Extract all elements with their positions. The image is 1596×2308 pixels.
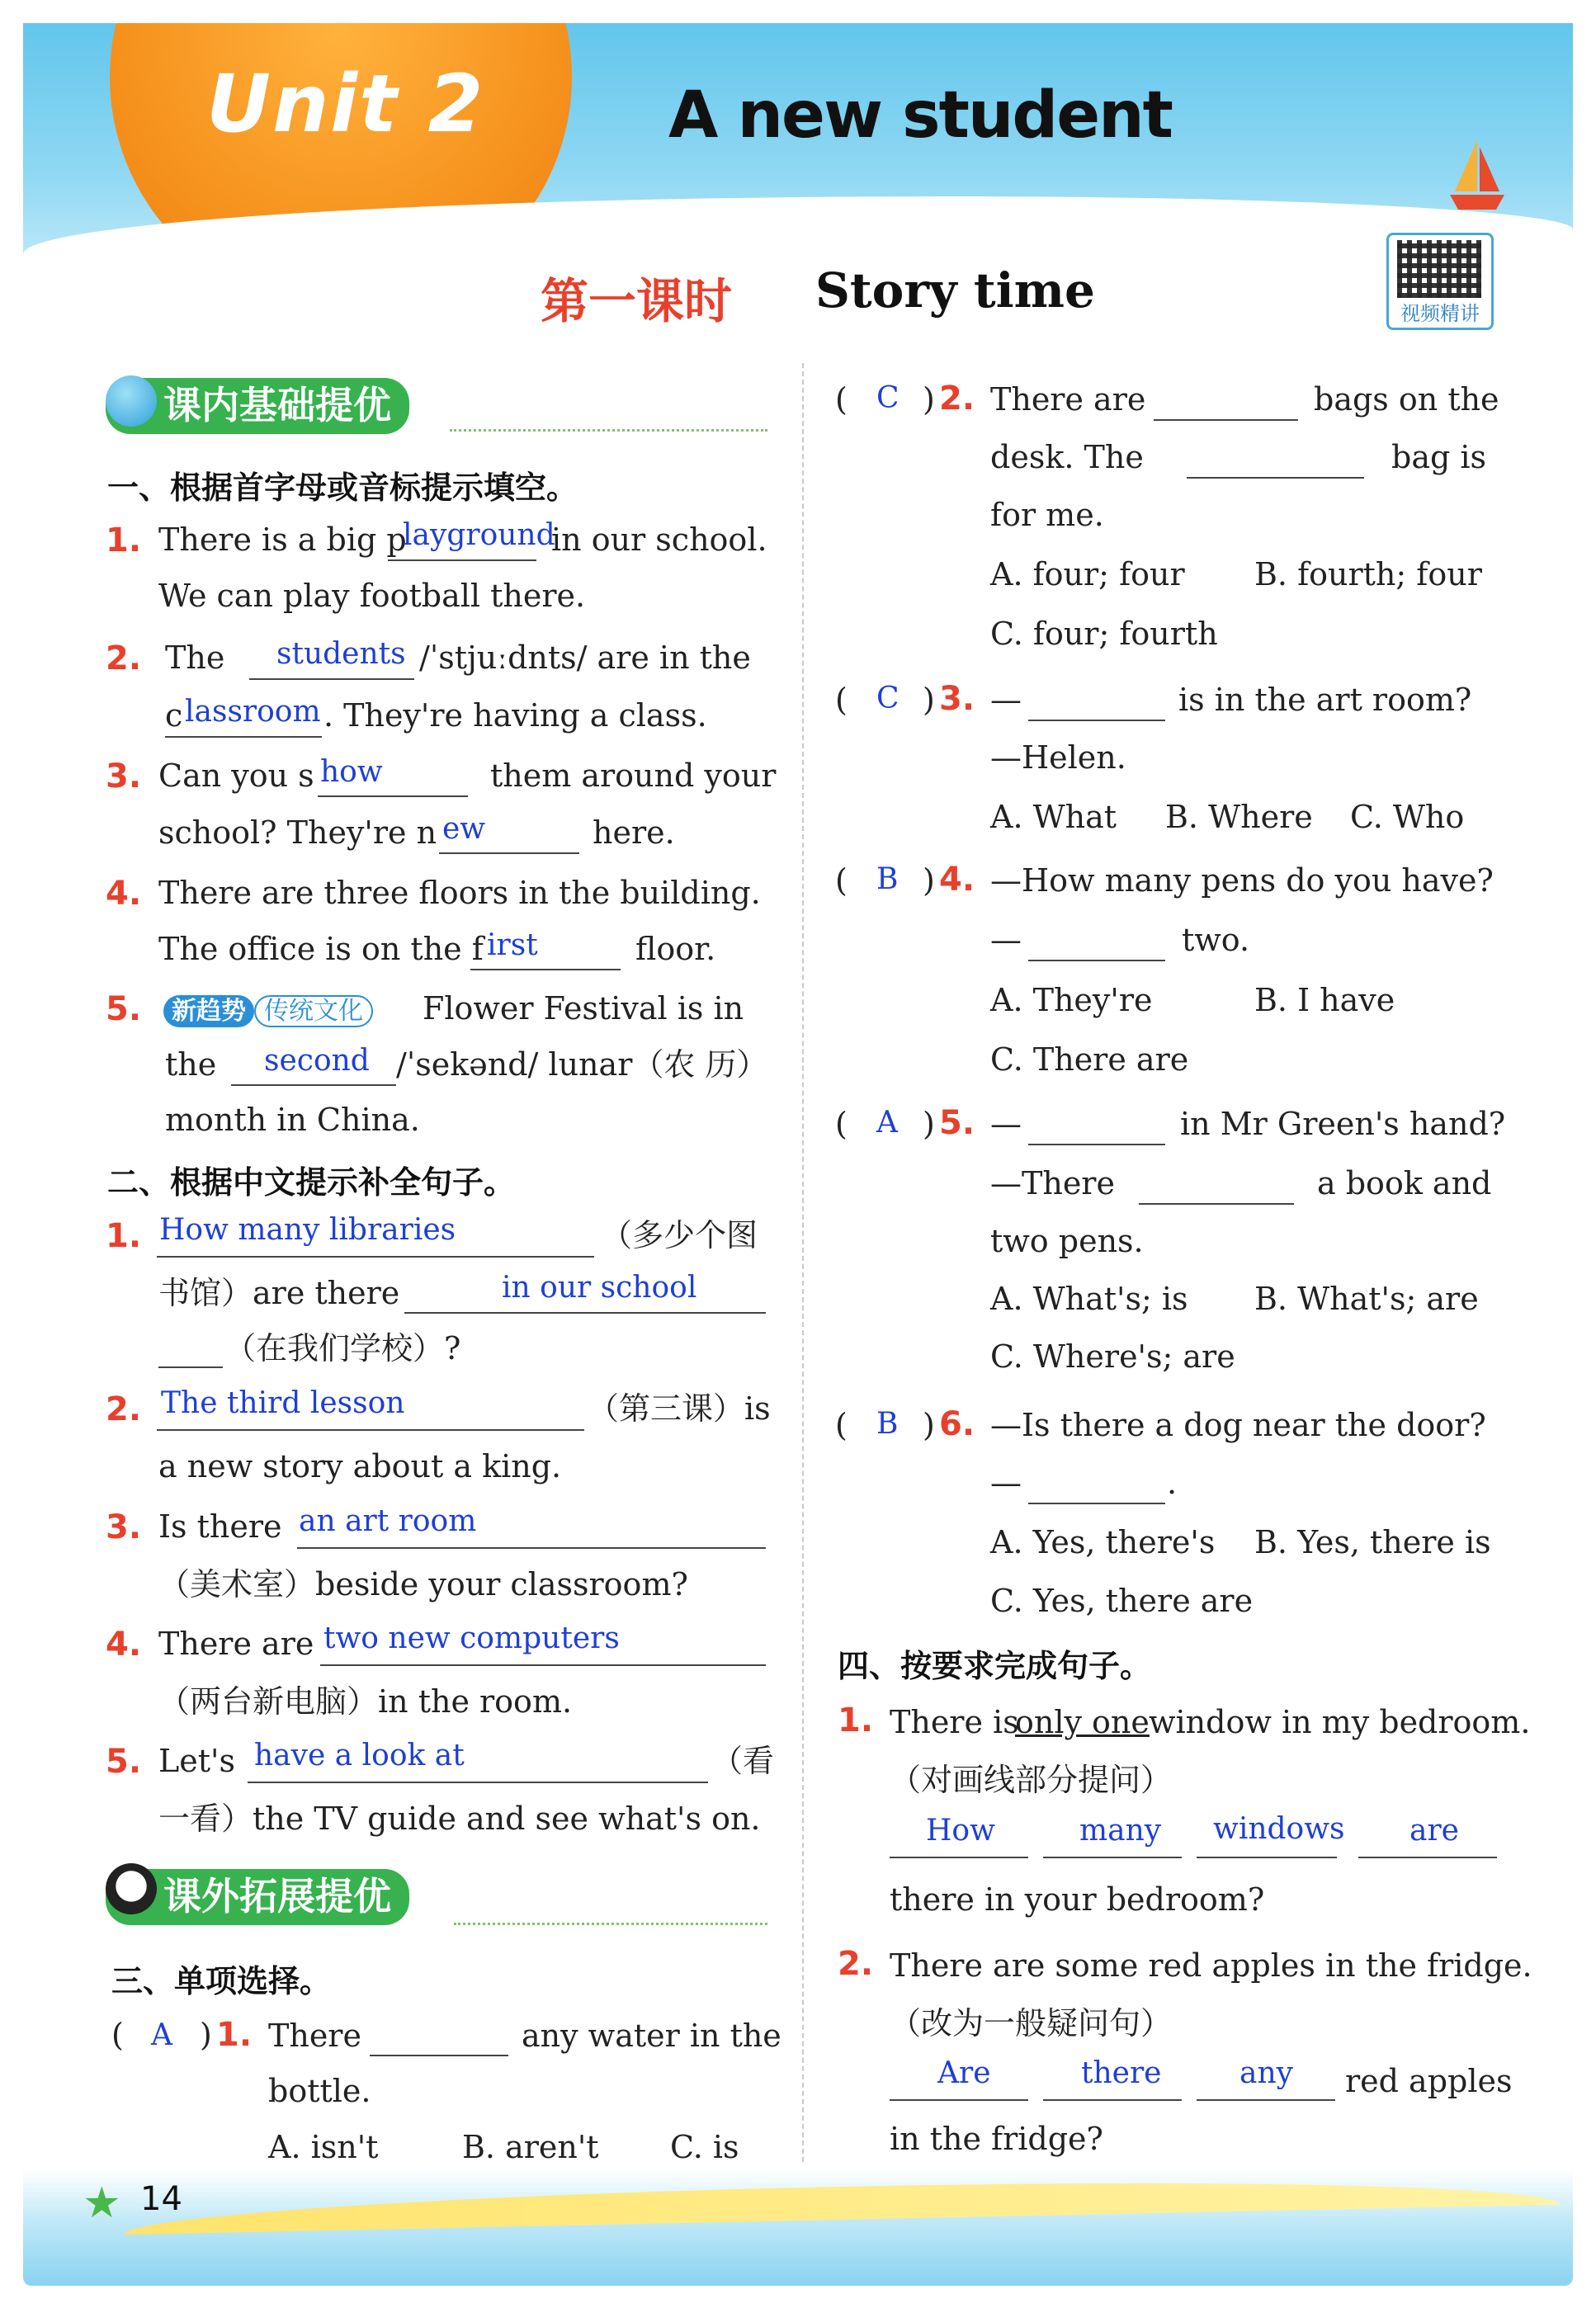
question-number: 5. (939, 1104, 975, 1142)
question-text: （多少个图 (601, 1217, 758, 1253)
question-text: —There (990, 1165, 1115, 1201)
answer-text: The third lesson (161, 1386, 405, 1420)
option-c: C. four; fourth (990, 616, 1218, 652)
question-text: There are three floors in the building. (158, 875, 761, 911)
blank-line (158, 1366, 223, 1368)
trend-badge-label: 新趋势 (163, 995, 254, 1027)
section1-dotted-line (450, 429, 767, 432)
blank-line (231, 1084, 396, 1086)
question-text: There is (890, 1704, 1019, 1740)
question-number: 5. (106, 990, 142, 1028)
question-text: —Is there a dog near the door? (990, 1407, 1486, 1443)
choice-answer: B (876, 862, 899, 896)
answer-text: windows (1213, 1812, 1345, 1846)
question-number: 2. (939, 380, 975, 418)
answer-text: ew (442, 812, 486, 846)
question-number: 1. (838, 1702, 874, 1739)
question-text: bag is (1391, 439, 1487, 475)
question-text: There (268, 2018, 361, 2054)
lesson-cn-title: 第一课时 (541, 273, 733, 329)
answer-text: How many libraries (159, 1213, 456, 1247)
question-text: — (990, 682, 1022, 718)
column-divider (802, 363, 804, 2162)
answer-paren: ( (111, 2017, 124, 2053)
answer-paren: ) (923, 682, 935, 718)
question-number: 6. (939, 1405, 975, 1443)
question-text: （两台新电脑）in the room. (158, 1683, 573, 1720)
blank-line (1028, 1144, 1165, 1145)
culture-badge-label: 传统文化 (254, 995, 373, 1027)
blank-line (1139, 1203, 1294, 1205)
blank-line (297, 1547, 766, 1549)
option-c: C. Who (1350, 799, 1465, 835)
part4-heading: 四、按要求完成句子。 (838, 1648, 1152, 1684)
question-text: for me. (990, 497, 1104, 533)
option-b: B. aren't (462, 2129, 599, 2165)
answer-text: how (320, 755, 383, 789)
answer-text: layground (403, 518, 555, 552)
question-text: —Helen. (990, 739, 1126, 776)
section2-badge-label: 课外拓展提优 (106, 1869, 409, 1925)
blank-line (1358, 1857, 1497, 1858)
unit-label: Unit 2 (206, 58, 485, 150)
blank-line (1028, 960, 1165, 961)
option-a: A. Yes, there's (990, 1524, 1216, 1560)
answer-paren: ( (835, 862, 848, 899)
part1-heading: 一、根据首字母或音标提示填空。 (107, 470, 578, 506)
answer-paren: ) (923, 381, 935, 418)
question-text: month in China. (165, 1102, 420, 1138)
option-c: C. There are (990, 1041, 1189, 1078)
blank-line (165, 736, 322, 738)
answer-text: irst (487, 928, 538, 962)
question-text: （看 (711, 1743, 775, 1779)
answer-text: two new computers (323, 1621, 620, 1655)
part2-heading: 二、根据中文提示补全句子。 (107, 1164, 516, 1201)
question-number: 1. (106, 522, 142, 559)
section2-dotted-line (454, 1923, 767, 1925)
question-text: /ˈstjuːdnts/ are in the (419, 640, 751, 676)
trend-badge (163, 990, 373, 1027)
blank-line (249, 678, 414, 680)
blank-line (1028, 720, 1165, 721)
question-number: 1. (216, 2016, 253, 2054)
question-text: —How many pens do you have? (990, 862, 1494, 899)
blank-line (157, 1256, 594, 1258)
blank-line (157, 1429, 584, 1431)
answer-text: students (276, 637, 406, 671)
question-text: a new story about a king. (158, 1448, 562, 1484)
question-text: Is there (158, 1508, 282, 1545)
answer-text: in our school (502, 1271, 697, 1305)
question-text: window in my bedroom. (1149, 1704, 1531, 1740)
question-number: 2. (106, 1390, 142, 1428)
question-number: 1. (106, 1217, 142, 1255)
answer-paren: ( (835, 682, 848, 718)
blank-line (890, 1857, 1028, 1858)
question-text: school? They're n (158, 814, 437, 851)
answer-paren: ) (200, 2017, 212, 2053)
question-text: any water in the (522, 2018, 781, 2054)
question-number: 5. (106, 1743, 142, 1781)
qr-pattern (1397, 240, 1481, 298)
question-text: — (990, 922, 1022, 958)
choice-answer: B (876, 1407, 899, 1441)
question-text: There are (158, 1626, 314, 1662)
question-text: /ˈsekənd/ lunar（农 历） (396, 1046, 768, 1083)
answer-paren: ( (835, 1407, 848, 1443)
question-text: bottle. (268, 2073, 371, 2109)
answer-paren: ) (923, 862, 935, 899)
question-text: is in the art room? (1178, 682, 1472, 718)
question-text: desk. The (990, 439, 1144, 475)
question-text: — (990, 1106, 1022, 1142)
panda-mascot-icon (106, 1863, 157, 1914)
option-c: C. Where's; are (990, 1338, 1235, 1375)
question-number: 3. (939, 680, 975, 718)
question-text: in our school. (551, 522, 767, 558)
question-text: There is a big p (158, 522, 407, 558)
blank-line (388, 559, 536, 561)
blank-line (1043, 2099, 1182, 2101)
answer-text: lassroom (185, 695, 321, 729)
answer-text: many (1079, 1814, 1162, 1848)
option-a: A. four; four (990, 556, 1185, 592)
question-number: 2. (106, 640, 142, 677)
answer-text: Are (937, 2056, 991, 2090)
blank-line (1197, 1857, 1337, 1858)
blank-line (370, 2055, 508, 2056)
option-b: B. fourth; four (1254, 556, 1482, 592)
question-text: . (1167, 1465, 1178, 1501)
question-text: There are some red apples in the fridge. (890, 1947, 1532, 1984)
option-b: B. What's; are (1254, 1281, 1479, 1317)
question-text: red apples (1345, 2063, 1513, 2099)
option-c: C. Yes, there are (990, 1583, 1254, 1619)
question-text: Flower Festival is in (423, 990, 744, 1027)
blank-line (439, 852, 579, 854)
choice-answer: A (876, 1106, 898, 1140)
blank-line (248, 1782, 708, 1783)
star-icon: ★ (83, 2178, 121, 2228)
question-text: 书馆）are there (158, 1275, 400, 1311)
question-text: （改为一般疑问句） (890, 2005, 1173, 2041)
blank-line (1028, 1503, 1165, 1504)
question-text: （在我们学校）? (224, 1330, 461, 1366)
question-text: （美术室）beside your classroom? (158, 1566, 688, 1602)
option-c: C. is (670, 2129, 739, 2165)
option-b: B. Yes, there is (1254, 1524, 1491, 1560)
question-text: . They're having a class. (323, 697, 707, 734)
question-text: c (165, 697, 183, 734)
blank-line (1197, 2099, 1335, 2101)
answer-paren: ( (835, 381, 848, 418)
answer-text: there (1081, 2056, 1162, 2090)
blank-line (470, 969, 621, 970)
part3-heading: 三、单项选择。 (111, 1963, 332, 1999)
choice-answer: C (876, 381, 900, 415)
blank-line (318, 795, 468, 797)
question-number: 2. (838, 1945, 874, 1983)
question-text: two. (1182, 922, 1250, 958)
lesson-en-title: Story time (815, 262, 1095, 319)
question-text: （第三课）is (588, 1390, 771, 1427)
answer-text: any (1239, 2056, 1293, 2090)
option-a: A. What's; is (990, 1281, 1188, 1317)
question-text: in Mr Green's hand? (1180, 1106, 1506, 1142)
question-text: The (165, 640, 225, 676)
answer-text: second (264, 1044, 370, 1078)
question-text: （对画线部分提问） (890, 1762, 1173, 1798)
answer-paren: ( (835, 1106, 848, 1142)
question-number: 4. (939, 861, 975, 899)
answer-text: an art room (299, 1504, 477, 1538)
choice-answer: A (151, 2018, 172, 2052)
question-text: there in your bedroom? (890, 1881, 1265, 1918)
page-number: 14 (140, 2180, 182, 2218)
option-b: B. Where (1165, 799, 1313, 835)
answer-text: How (926, 1814, 995, 1848)
underlined-phrase: only one (1015, 1704, 1150, 1740)
sailboat-icon (1448, 140, 1506, 215)
question-text: We can play football there. (158, 578, 586, 614)
option-a: A. What (990, 799, 1117, 835)
answer-text: are (1409, 1814, 1459, 1848)
question-text: here. (593, 814, 675, 851)
blank-line (890, 2099, 1028, 2101)
question-text: two pens. (990, 1223, 1144, 1259)
answer-paren: ) (923, 1407, 935, 1443)
option-a: A. isn't (268, 2129, 379, 2165)
blank-line (404, 1312, 766, 1314)
question-text: 一看）the TV guide and see what's on. (158, 1801, 761, 1837)
dolphin-mascot-icon (106, 375, 157, 427)
qr-caption: 视频精讲 (1400, 302, 1480, 325)
blank-line (1043, 1857, 1182, 1858)
question-text: Can you s (158, 758, 314, 794)
question-text: — (990, 1465, 1022, 1501)
question-number: 4. (106, 875, 142, 913)
question-text: the (165, 1046, 217, 1083)
answer-text: have a look at (254, 1739, 465, 1772)
question-number: 3. (106, 758, 142, 795)
section1-badge-label: 课内基础提优 (106, 378, 409, 434)
qr-code[interactable] (1386, 233, 1494, 330)
question-text: a book and (1317, 1165, 1492, 1201)
question-text: There are (990, 381, 1146, 418)
blank-line (1187, 477, 1364, 479)
question-text: Let's (158, 1743, 235, 1779)
question-text: in the fridge? (890, 2121, 1103, 2157)
blank-line (320, 1664, 766, 1666)
question-text: them around your (490, 758, 777, 794)
blank-line (1154, 419, 1298, 421)
answer-paren: ) (923, 1106, 935, 1142)
question-text: bags on the (1314, 381, 1499, 418)
question-number: 4. (106, 1626, 142, 1664)
option-a: A. They're (990, 982, 1153, 1018)
question-text: The office is on the f (158, 931, 484, 967)
question-text: floor. (635, 931, 716, 967)
choice-answer: C (876, 682, 900, 715)
option-b: B. I have (1254, 982, 1395, 1018)
question-number: 3. (106, 1508, 142, 1546)
unit-title: A new student (668, 78, 1172, 153)
